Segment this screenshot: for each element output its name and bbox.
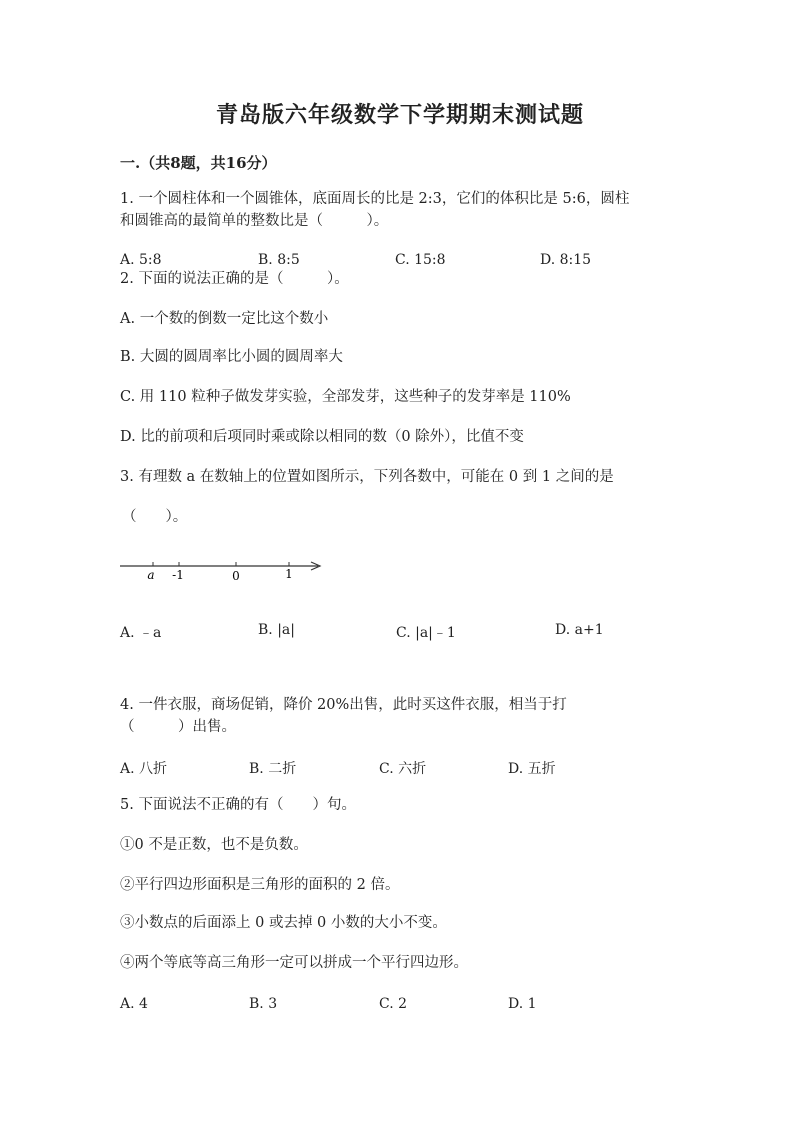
q3-stem: 3. 有理数 a 在数轴上的位置如图所示，下列各数中，可能在 0 到 1 之间的是	[120, 469, 614, 485]
q4-option-b: B. 二折	[249, 761, 297, 777]
q3-option-c: C. |a|﹣1	[396, 625, 456, 641]
q5-option-d: D. 1	[508, 996, 537, 1012]
q5-statement-2: ②平行四边形面积是三角形的面积的 2 倍。	[120, 877, 400, 893]
q2-option-d: D. 比的前项和后项同时乘或除以相同的数（0 除外），比值不变	[120, 429, 524, 445]
q5-stem: 5. 下面说法不正确的有（ ）句。	[120, 797, 356, 813]
q1-option-b: B. 8:5	[258, 252, 300, 268]
q3-option-b: B. |a|	[258, 622, 295, 638]
q5-option-a: A. 4	[120, 996, 148, 1012]
label-neg1: -1	[172, 568, 184, 582]
q5-statement-4: ④两个等底等高三角形一定可以拼成一个平行四边形。	[120, 955, 468, 971]
q5-option-b: B. 3	[249, 996, 278, 1012]
q4-stem-line2: （ ）出售。	[120, 719, 236, 735]
q1-option-c: C. 15:8	[395, 252, 446, 268]
label-a: a	[147, 568, 155, 582]
q5-statement-3: ③小数点的后面添上 0 或去掉 0 小数的大小不变。	[120, 915, 447, 931]
label-zero: 0	[232, 569, 240, 583]
q4-option-c: C. 六折	[379, 761, 427, 777]
section-heading: 一.（共8题，共16分）	[120, 154, 277, 172]
q5-option-c: C. 2	[379, 996, 408, 1012]
q1-stem-line1: 1. 一个圆柱体和一个圆锥体，底面周长的比是 2:3，它们的体积比是 5:6，圆柱	[120, 191, 630, 207]
page-title: 青岛版六年级数学下学期期末测试题	[215, 102, 584, 128]
number-line	[115, 552, 330, 584]
q3-option-d: D. a+1	[555, 622, 604, 638]
q1-stem-line2: 和圆锥高的最简单的整数比是（ ）。	[120, 213, 389, 229]
q2-option-a: A. 一个数的倒数一定比这个数小	[120, 311, 329, 327]
q3-blank: （ ）。	[122, 509, 188, 525]
q2-stem: 2. 下面的说法正确的是（ ）。	[120, 271, 349, 287]
q1-option-a: A. 5:8	[120, 252, 162, 268]
q1-option-d: D. 8:15	[540, 252, 592, 268]
q4-option-a: A. 八折	[120, 761, 168, 777]
q3-option-a: A. ﹣a	[120, 625, 162, 641]
q4-stem-line1: 4. 一件衣服，商场促销，降价 20%出售，此时买这件衣服，相当于打	[120, 697, 567, 713]
q2-option-c: C. 用 110 粒种子做发芽实验，全部发芽，这些种子的发芽率是 110%	[120, 389, 571, 405]
q4-option-d: D. 五折	[508, 761, 556, 777]
q2-option-b: B. 大圆的圆周率比小圆的圆周率大	[120, 349, 343, 365]
q5-statement-1: ①0 不是正数，也不是负数。	[120, 837, 308, 853]
label-one: 1	[285, 567, 293, 581]
